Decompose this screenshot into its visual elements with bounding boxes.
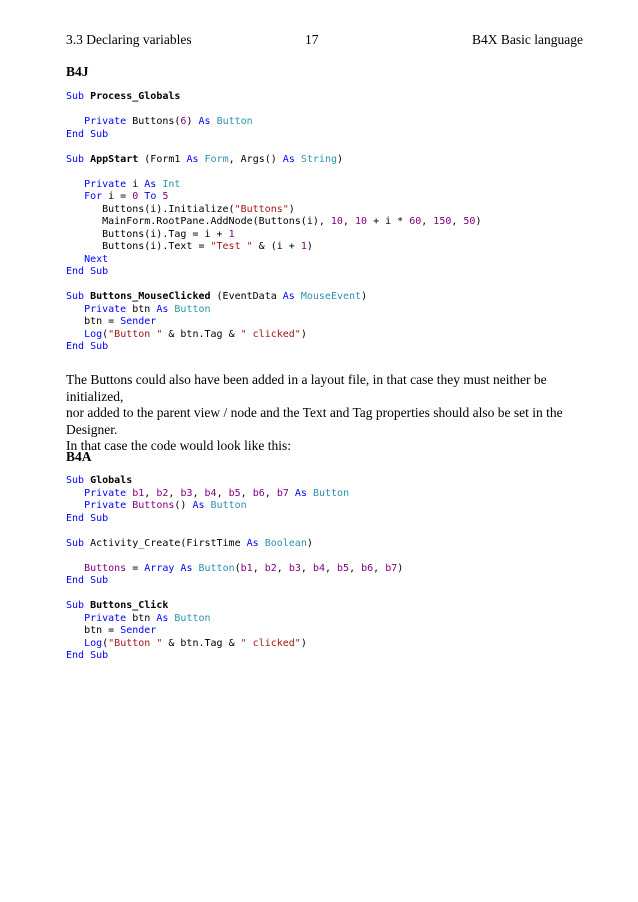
- code-line: [66, 166, 481, 179]
- code-line: Log("Button " & btn.Tag & " clicked"): [84, 328, 307, 340]
- explanation-paragraph: [66, 372, 581, 455]
- code-line: Buttons(i).Tag = i + 1: [102, 228, 235, 240]
- code-line: [66, 141, 481, 154]
- code-line: For i = 0 To 5: [84, 191, 169, 202]
- code-line: End Sub: [66, 512, 109, 524]
- code-line: Private b1, b2, b3, b4, b5, b6, b7 As Button: [84, 487, 350, 499]
- code-line: MainForm.RootPane.AddNode(Buttons(i), 10, 10 + i * 60, 150, 50): [102, 216, 482, 227]
- header-section-title: 3.3 Declaring variables: [66, 32, 192, 47]
- paragraph-line: nor added to the parent view / node and the Text and Tag properties should also be set in the: [66, 405, 563, 420]
- page-header: [66, 31, 583, 49]
- code-line: btn = Sender: [84, 625, 157, 636]
- b4j-heading: B4J: [66, 64, 89, 79]
- code-line: Log("Button " & btn.Tag & " clicked"): [84, 637, 307, 649]
- code-line: Sub AppStart (Form1 As Form, Args() As String): [66, 153, 344, 165]
- code-line: Sub Buttons_Click: [66, 600, 169, 611]
- code-line: End Sub: [66, 266, 109, 277]
- code-line: End Sub: [66, 128, 109, 140]
- code-line: Private Buttons() As Button: [84, 500, 247, 511]
- header-book-title: B4X Basic language: [472, 32, 583, 47]
- code-line: Buttons = Array As Button(b1, b2, b3, b4, b5, b6, b7): [84, 562, 404, 574]
- code-line: End Sub: [66, 650, 109, 661]
- code-line: Sub Globals: [66, 475, 133, 486]
- paragraph-line: In that case the code would look like this:: [66, 438, 291, 453]
- code-line: [66, 104, 481, 117]
- header-page-number: 17: [305, 32, 319, 47]
- code-line: [66, 588, 403, 601]
- paragraph-line: The Buttons could also have been added in a layout file, in that case they must neither be initialized,: [66, 372, 547, 404]
- code-line: [66, 525, 403, 538]
- b4a-heading: B4A: [66, 449, 92, 464]
- code-line: Buttons(i).Text = "Test " & (i + 1): [102, 241, 313, 252]
- code-line: End Sub: [66, 341, 109, 352]
- code-line: Sub Buttons_MouseClicked (EventData As MouseEvent): [66, 291, 368, 302]
- code-line: Private btn As Button: [84, 303, 211, 315]
- b4a-code-block: [66, 475, 403, 663]
- paragraph-line: Designer.: [66, 421, 118, 437]
- code-line: Next: [84, 253, 109, 265]
- code-line: Buttons(i).Initialize("Buttons"): [102, 203, 295, 215]
- code-line: Private Buttons(6) As Button: [84, 116, 253, 127]
- code-line: End Sub: [66, 575, 109, 586]
- code-line: Sub Activity_Create(FirstTime As Boolean): [66, 537, 313, 549]
- code-line: Sub Process_Globals: [66, 91, 181, 102]
- code-line: btn = Sender: [84, 316, 157, 327]
- code-line: Private btn As Button: [84, 612, 211, 624]
- code-line: Private i As Int: [84, 178, 181, 190]
- code-line: [66, 550, 403, 563]
- code-line: [66, 279, 481, 292]
- b4j-code-block: [66, 91, 481, 354]
